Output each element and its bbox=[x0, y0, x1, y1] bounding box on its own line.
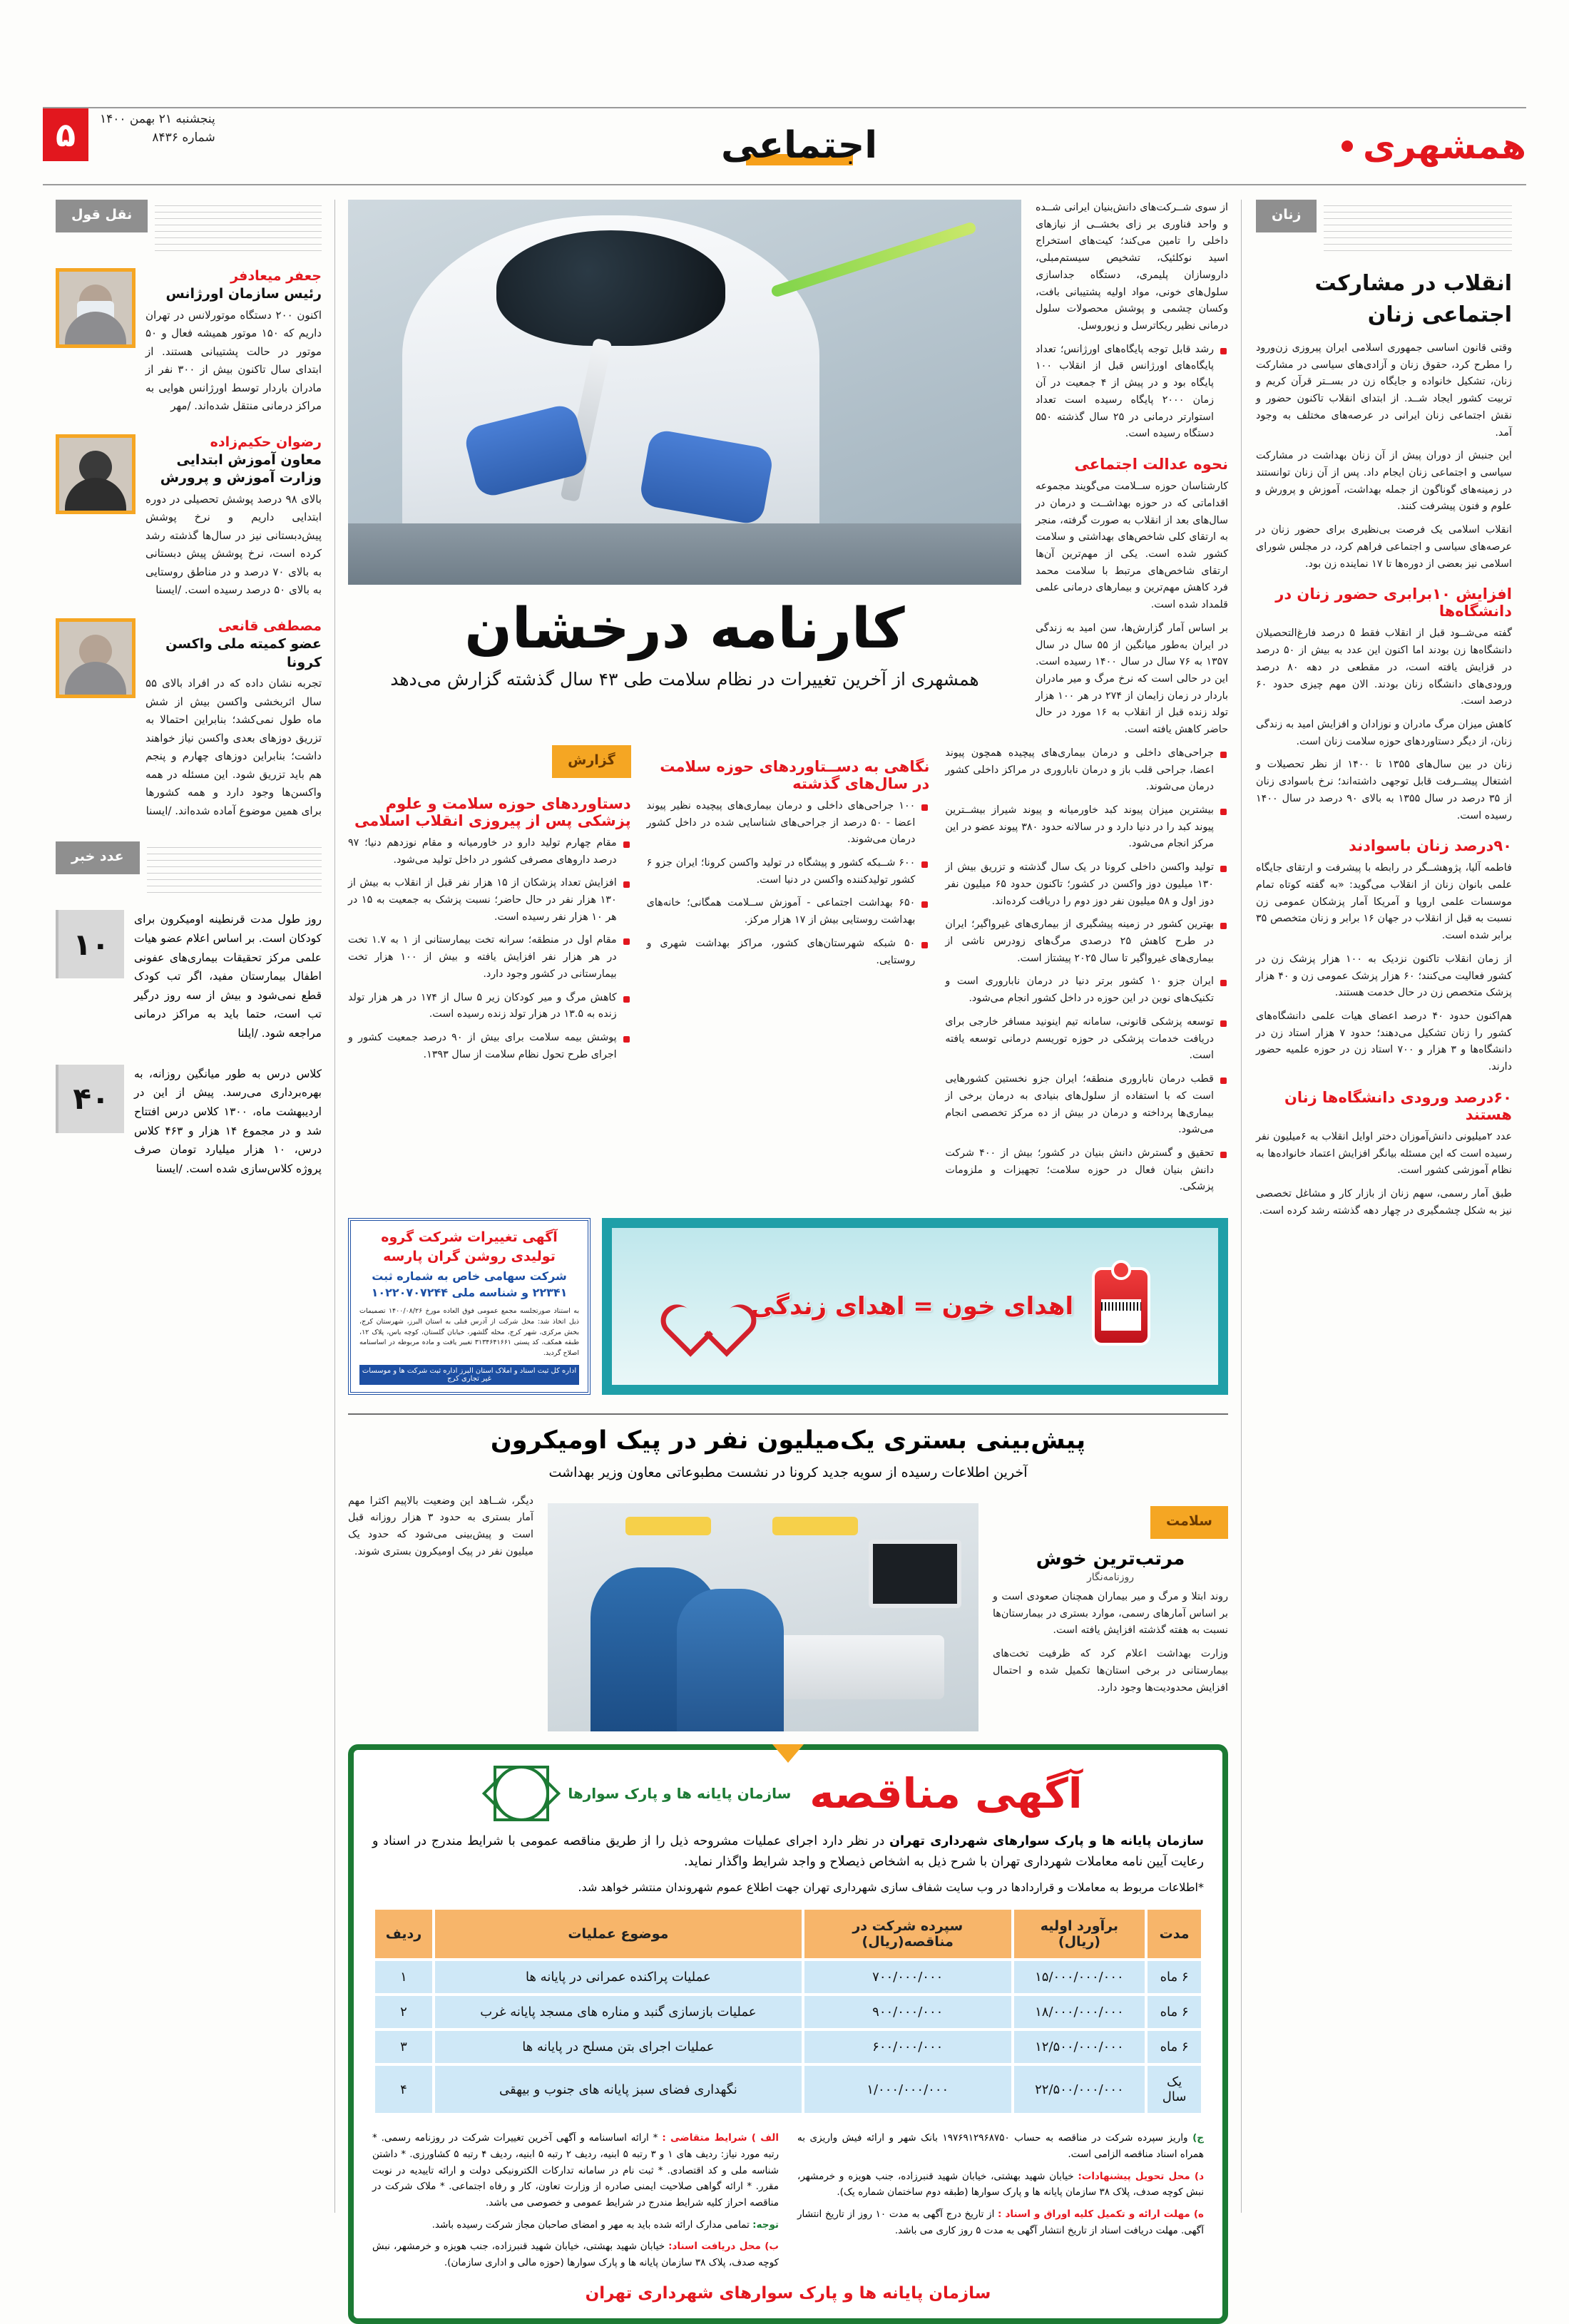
quote-body: تجربه نشان داده که در افراد بالای ۵۵ سال اثربخشی واکسن بیش از شش ماه طول نمی‌کشد؛ بنابراین احتمالا به تزریق دوزهای بعدی واکسن نیاز خواهند داشت؛ بنابراین دوزهای چهارم و پنجم هم باید تزریق شود. این مسئله در همه واکسن‌ها وجود دارد و همه کشورها برای همین موضوع آماده شده‌اند. /ایسنا bbox=[145, 677, 322, 817]
number-text: کلاس درس به طور میانگین روزانه، به بهره‌برداری می‌رسد. پیش از این در اردیبهشت ماه، ۱۳۰۰ کلاس درس افتتاح شد و در مجموع ۱۴ هزار و ۴۶۳ کلاس درس، ۱۰ هزار میلیارد تومان صرف پروژه کلاس‌سازی شده است. /ایسنا bbox=[134, 1067, 322, 1176]
main-note-0: ۱۰۰ جراحی‌های داخلی و درمان بیماری‌های پیچیده نظیر پیوند اعضا - ۵۰ درصد از جراحی‌های شناسایی شده در داخل کشور درمان می‌شوند. bbox=[647, 798, 930, 849]
ad-karaj-body: به استناد صورتجلسه مجمع عمومی فوق العاده مورخ ۱۴۰۰/۰۸/۲۶ تصمیمات ذیل اتخاذ شد: محل شرکت از آدرس قبلی به استان البرز، شهرستان کرج، بخش مرکزی، شهر کرج، محله گلشهر، خیابان گلستان، کوچه یاس، پلاک ۱۲، طبقه همکف، کد پستی ۳۱۳۴۶۴۱۶۶۱ تغییر یافت و ماده مربوطه در اساسنامه اصلاح گردید. bbox=[359, 1307, 579, 1357]
cell-sepordeh-3: ۶۰۰/۰۰۰/۰۰۰ bbox=[804, 2031, 1011, 2063]
main-body-7: توسعه پزشکی قانونی، سامانه تیم اینونید مسافر خارجی برای دریافت خدمات پزشکی در حوزه توریسم درمانی توسعه یافته است. bbox=[945, 1014, 1228, 1065]
cell-mozoo-3: عملیات اجرای بتن مسلح در پایانه ها bbox=[435, 2031, 802, 2063]
main-body-2: جراحی‌های داخلی و درمان بیماری‌های پیچیده همچون پیوند اعضا، جراحی قلب باز و درمان ناباروری در مراکز داخلی کشور درمان می‌شوند. bbox=[945, 745, 1228, 796]
number-text: روز طول مدت قرنطینه اومیکرون برای کودکان است. بر اساس اعلام عضو هیات علمی مرکز تحقیقات بیماری‌های عفونی اطفال بیمارستان مفید، اگر تب کودک قطع نمی‌شود و بیش از سه روز درگیر تب است، حتما باید به مراکز درمانی مراجعه شود. /ایلنا bbox=[134, 913, 322, 1040]
issue-number: شماره ۸۴۳۶ bbox=[152, 130, 215, 145]
ad-karaj-subtitle: شرکت سهامی خاص به شماره ثبت ۲۲۳۴۱ و شناسه ملی ۱۰۲۲۰۷۰۷۲۴۴ bbox=[371, 1269, 568, 1299]
cond-d-text: خیابان شهید بهشتی، خیابان شهید قنبرزاده، جنب هویزه و خرمشهر، نبش کوچه صدف، پلاک ۳۸ سازمان پایانه ها و پارک سوارها (طبقه دوم ساختمان شماره یک). bbox=[797, 2170, 1204, 2198]
ruled-filler bbox=[155, 200, 322, 251]
cell-mozoo-2: عملیات بازسازی گنبد و مناره های مسجد پایانه غرب bbox=[435, 1996, 802, 2028]
lead-photo bbox=[348, 200, 1021, 585]
main-stat-1: افزایش تعداد پزشکان از ۱۵ هزار نفر قبل از انقلاب به بیش از ۱۳۰ هزار نفر در حال حاضر؛ نسبت پزشک به جمعیت به ۱۵ در هر ۱۰ هزار نفر رسیده است. bbox=[348, 875, 631, 926]
number-item bbox=[56, 910, 322, 1043]
cell-sepordeh-1: ۷۰۰/۰۰۰/۰۰۰ bbox=[804, 1961, 1011, 1993]
quote-role: عضو کمیته ملی واکسن کرونا bbox=[165, 635, 322, 670]
main-body-8: قطب درمان ناباروری منطقه؛ ایران جزو نخستین کشورهایی است که با استفاده از سلول‌های بنیادی به درمان برخی از بیماری‌ها پرداخته و درمان در بیش از ده مرکز تخصصی انجام می‌شود. bbox=[945, 1071, 1228, 1139]
tag-number-news: عدد خبر bbox=[56, 841, 140, 874]
main-body-6: ایران جزو ۱۰ کشور برتر دنیا در درمان ناباروری است و تکنیک‌های نوین در این حوزه در داخل کشور انجام می‌شود. bbox=[945, 973, 1228, 1007]
women-subhead-0: افزایش ۱۰برابری حضور زنان در دانشگاه‌ها bbox=[1275, 585, 1512, 620]
women-tag-row bbox=[1256, 200, 1512, 251]
cond-d-label: د) محل تحویل پیشنهادات: bbox=[1078, 2170, 1205, 2182]
cond-col-left bbox=[797, 2130, 1204, 2271]
women-para-2: انقلاب اسلامی یک فرصت بی‌نظیری برای حضور زنان در عرصه‌های سیاسی و اجتماعی فراهم کرد، در مجلس شورای اسلامی نیز بعضی از دوره‌ها تا ۱۷ نماینده زن بود. bbox=[1256, 524, 1512, 570]
table-row bbox=[375, 2066, 1201, 2113]
cond-note-label: توجه: bbox=[752, 2218, 779, 2231]
section-title: اجتماعی bbox=[720, 124, 878, 167]
story2-para-2: وزارت بهداشت اعلام کرد که ظرفیت تخت‌های بیمارستانی در برخی استان‌ها تکمیل شده و احتمال افزایش محدودیت‌ها وجود دارد. bbox=[993, 1648, 1228, 1694]
cell-radif-1: ۱ bbox=[375, 1961, 432, 1993]
avatar bbox=[56, 618, 136, 698]
cell-baravord-4: ۲۲/۵۰۰/۰۰۰/۰۰۰ bbox=[1014, 2066, 1145, 2113]
women-para-3: گفته می‌شــود قبل از انقلاب فقط ۵ درصد فارغ‌التحصیلان دانشگاه‌ها زن بودند اما اکنون این عدد به بیش از ۵۰ درصد در قزایش یافته است، در مقطعی در دهه ۸۰ درصد ورودی‌های دانشگاه زنان بودند. الان مهم چیزی حدود ۶۰ درصد است. bbox=[1256, 628, 1512, 707]
cond-col-right bbox=[372, 2130, 779, 2271]
tag-women: زنان bbox=[1256, 200, 1317, 232]
story2-para-0: دیگر، شــاهد این وضعیت بالاپیم اکثرا مهم آمار بستری به حدود ۳ هزار روزانه قبل است و پیش‌بینی می‌شود که حدود یک میلیون نفر در پیک اومیکرون بستری شوند. bbox=[348, 1495, 533, 1557]
report-tag-row bbox=[348, 745, 631, 778]
cond-b-text: خیابان شهید بهشتی، خیابان شهید قنبرزاده، جنب هویزه و خرمشهر، نبش کوچه صدف، پلاک ۳۸ سازمان پایانه ها و پارک سوارها (حوزه مالی و اداری سازمان). bbox=[372, 2241, 779, 2269]
cond-b-label: ب) محل دریافت اسناد: bbox=[668, 2241, 779, 2253]
main-intro-1: رشد قابل توجه پایگاه‌های اورژانس؛ تعداد پایگاه‌های اورژانس قبل از انقلاب ۱۰۰ پایگاه بود و در پیش از ۴ جمعیت در آن زمان ۲۰۰۰ پایگاه رسیده است تعداد استوارتر درمانی در ۲۵ سال گذشته ۵۵۰ دستگاه رسیده است. bbox=[1036, 342, 1228, 443]
story2-subhead: آخرین اطلاعات رسیده از سویه جدید کرونا در نشست مطبوعاتی معاون وزیر بهداشت bbox=[548, 1465, 1028, 1481]
ad-karaj-footer: اداره کل ثبت اسناد و املاک استان البرز اداره ثبت شرکت ها و موسسات غیر تجاری کرج bbox=[359, 1365, 579, 1385]
brand-name: همشهری bbox=[1362, 126, 1526, 167]
tender-intro bbox=[372, 1831, 1204, 1874]
lab-bench bbox=[348, 523, 1021, 585]
story2-headline: پیش‌بینی بستری یک‌میلیون نفر در پیک اومیکرون bbox=[490, 1425, 1086, 1455]
main-col-1 bbox=[945, 745, 1228, 1202]
issue-date: پنجشنبه ۲۱ بهمن ۱۴۰۰ bbox=[100, 112, 215, 126]
quote-text-wrap bbox=[145, 618, 322, 820]
th-sepordeh: سپرده شرکت در مناقصه(ریال) bbox=[804, 1910, 1011, 1958]
quote-item bbox=[56, 268, 322, 416]
tender-title: آگهی مناقصه bbox=[809, 1768, 1083, 1818]
second-story bbox=[348, 1413, 1228, 1731]
women-headline: انقلاب در مشارکت اجتماعی زنان bbox=[1314, 271, 1512, 327]
cond-e-text: از تاریخ درج آگهی به مدت ۱۰ روز از تاریخ انتشار آگهی. مهلت دریافت اسناد از تاریخ انتشار آگهی به مدت ۵ روز کاری می باشد. bbox=[797, 2208, 1204, 2236]
women-subhead-2: ۶۰درصد ورودی دانشگاه‌ها زنان هستند bbox=[1284, 1088, 1512, 1123]
women-para-4: کاهش میزان مرگ مادران و نوزادان و افزایش امید به زندگی زنان، از دیگر دستاوردهای حوزه سلامت زنان است. bbox=[1256, 718, 1512, 747]
health-tag-row bbox=[993, 1506, 1228, 1539]
main-body-3: بیشترین میزان پیوند کبد خاورمیانه و پیوند شیراز بیشــترین پیوند کبد را در دنیا دارد و در سالانه حدود ۳۸۰ پیوند عضو در این مرکز انجام می‌شود. bbox=[945, 802, 1228, 853]
tehran-municipality-logo-icon bbox=[494, 1766, 549, 1821]
cell-baravord-2: ۱۸/۰۰۰/۰۰۰/۰۰۰ bbox=[1014, 1996, 1145, 2028]
health-column-title: مرتب‌ترین خوش bbox=[1036, 1547, 1185, 1570]
cell-radif-3: ۳ bbox=[375, 2031, 432, 2063]
column-quotes bbox=[43, 200, 335, 2213]
cell-modat-4: یک سال bbox=[1148, 2066, 1201, 2113]
cell-mozoo-4: نگهداری فضای سبز پایانه های جنوب و بیهقی bbox=[435, 2066, 802, 2113]
quote-text-wrap bbox=[145, 268, 322, 416]
cond-c-text: واریز سپرده شرکت در مناقصه به حساب ۱۹۷۶۹۱۲۹۶۸۷۵۰ بانک شهر و ارائه فیش واریزی به همراه اسناد مناقصه الزامی است. bbox=[797, 2132, 1204, 2161]
cell-radif-2: ۲ bbox=[375, 1996, 432, 2028]
main-col-2 bbox=[647, 745, 930, 1202]
th-mozoo: موضوع عملیات bbox=[435, 1910, 802, 1958]
cond-a-text: * ارائه اساسنامه و آگهی آخرین تغییرات شرکت در روزنامه رسمی. * رتبه مورد نیاز: ردیف های ۱ و ۳ رتبه ۵ ابنیه، ردیف ۲ رتبه ۵ ابنیه، ردیف ۴ رتبه ۵ کشاورزی. * داشتن شناسه ملی و کد اقتصادی. * ثبت نام در سامانه تدارکات الکترونیکی دولت و ارائه تاییدیه در نوبت مقرر. * ارائه گواهی صلاحیت ایمنی صادره از وزارت تعاون، کار و رفاه اجتماعی. * ملاک شرکت در مناقصه احراز کلیه شرایط مندرج در شرایط عمومی و خصوصی می باشد. bbox=[372, 2132, 779, 2209]
ads-row bbox=[348, 1218, 1228, 1395]
cell-sepordeh-2: ۹۰۰/۰۰۰/۰۰۰ bbox=[804, 1996, 1011, 2028]
masthead-bar bbox=[43, 107, 1526, 185]
quote-item bbox=[56, 434, 322, 600]
th-modat: مدت bbox=[1148, 1910, 1201, 1958]
blood-ad-slogan: اهدای خون = اهدای زندگی bbox=[750, 1291, 1074, 1321]
main-subhead-advisors: دستاوردهای حوزه سلامت و علوم پزشکی پس از پیروزی انقلاب اسلامی bbox=[354, 794, 631, 829]
main-stat-2: مقام اول در منطقه؛ سرانه تخت بیمارستانی از ۱ به ۱.۷ تخت در هر هزار نفر افزایش یافته و بیش از ۱۰۰ هزار تخت بیمارستانی در کشور وجود دارد. bbox=[348, 932, 631, 983]
tender-intro-bold: سازمان پایانه ها و پارک سوارهای شهرداری تهران bbox=[889, 1833, 1204, 1848]
ad-company-change[interactable] bbox=[348, 1218, 591, 1395]
lead-subhead: همشهری از آخرین تغییرات در نظام سلامت طی ۴۳ سال گذشته گزارش می‌دهد bbox=[390, 668, 979, 690]
quote-text-wrap bbox=[145, 434, 322, 600]
section-title-wrap bbox=[720, 124, 878, 167]
quote-name: مصطفی قانعی bbox=[218, 618, 322, 634]
women-para-7: از زمان انقلاب تاکنون نزدیک به ۱۰۰ هزار پزشک زن در کشور فعالیت می‌کنند؛ ۶۰ هزار پزشک عمومی زن و ۴۰ هزار پزشک متخصص زن در حال خدمت هستند. bbox=[1256, 953, 1512, 999]
women-para-5: زنان در بین سال‌های ۱۳۵۵ تا ۱۴۰۰ از نظر تحصیلات و اشتغال پیشــرفت قابل توجهی داشته‌اند؛ نرخ باسوادی زنان از ۳۵ درصد در سال ۱۳۵۵ به بالای ۹۰ درصد در سال ۱۴۰۰ رسیده است. bbox=[1256, 759, 1512, 821]
page-number: ۵ bbox=[55, 116, 76, 154]
cell-modat-2: ۶ ماه bbox=[1148, 1996, 1201, 2028]
barcode-label-icon bbox=[1101, 1299, 1141, 1331]
main-note-2: ۶۵۰ بهداشت اجتماعی - آموزش ســلامت همگانی؛ خانه‌های بهداشت روستایی بیش از ۱۷ هزار مرکز. bbox=[647, 895, 930, 928]
quote-body: اکنون ۲۰۰ دستگاه موتورلانس در تهران داریم که ۱۵۰ موتور همیشه فعال و ۵۰ موتور در حالت پشتیبانی هستند. از ابتدای سال تاکنون بیش از ۳۰۰ نفر از مادران باردار توسط اورژانس هوایی به مراکز درمانی منتقل شده‌اند. /مهر bbox=[145, 308, 322, 413]
tender-org-name: سازمان پایانه ها و پارک سوارها bbox=[568, 1784, 792, 1802]
main-col-3 bbox=[348, 745, 631, 1202]
main-body-1: بر اساس آمار گزارش‌ها، سن امید به زندگی در ایران به‌طور میانگین از ۵۵ سال در سال ۱۳۵۷ به ۷۶ سال در سال ۱۴۰۰ رسیده است. این در حالی است که نرخ مرگ و میر مادران باردار در زمان زایمان از ۲۷۴ در هر ۱۰۰ هزار تولد زنده قبل از انقلاب به ۱۶ مورد در حال حاضر کاهش یافته است. bbox=[1036, 622, 1228, 736]
main-body-4: تولید واکسن داخلی کرونا در یک سال گذشته و تزریق بیش از ۱۳۰ میلیون دوز واکسن در کشور؛ تاکنون حدود ۶۵ میلیون نفر دوز اول و ۵۸ میلیون نفر دوز دوم را دریافت کرده‌اند. bbox=[945, 859, 1228, 910]
number-item bbox=[56, 1065, 322, 1179]
ad-karaj-title: آگهی تغییرات شرکت گروه تولیدی روشن گران پارسه bbox=[381, 1229, 558, 1264]
tender-intro-rest: در نظر دارد اجرای عملیات مشروحه ذیل را از طریق مناقصه عمومی با شرایط مندرج در اسناد و رعایت آیین نامه معاملات شهرداری تهران با شرح ذیل به اشخاص ذیصلاح و واجد شرایط واگذار نماید. bbox=[372, 1833, 1204, 1870]
story2-para-1: روند ابتلا و مرگ و میر بیماران همچنان صعودی است و بر اساس آمارهای رسمی، موارد بستری در بیمارستان‌ها نسبت به هفته گذشته افزایش یافته است. bbox=[993, 1591, 1228, 1637]
cell-modat-3: ۶ ماه bbox=[1148, 2031, 1201, 2063]
quote-name: رضوان حکیم‌زاده bbox=[210, 434, 322, 450]
women-para-6: فاطمه آلیا، پژوهشــگر در رابطه با پیشرفت و ارتقای جایگاه علمی بانوان زنان از انقلاب می‌گوید: «به گفته کوتاه تمام موسسات علمی اروپا و آمریکا آمار پزشکان عمومی زن نسبت به قبل از انقلاب در جهان ۱۶ برابر و زنان متخصص ۳۵ برابر شده است. bbox=[1256, 862, 1513, 942]
women-para-10: طبق آمار رسمی، سهم زنان از بازار کار و مشاغل تخصصی نیز به شکل چشمگیری در چهار دهه گذشته رشد کرده است. bbox=[1256, 1188, 1512, 1217]
number-tag-row bbox=[56, 841, 322, 893]
tag-health: سلامت bbox=[1150, 1506, 1228, 1539]
women-para-1: این جنبش از دوران پیش از آن زنان بهداشت در مشارکت سیاسی و اجتماعی زنان ایجام داد. پس از آن زنان توانستند در زمینه‌های گوناگون از جمله بهداشت، آموزش و پرورش و علوم و فنون پیشرفت کنند. bbox=[1256, 450, 1512, 513]
main-body-5: بهترین کشور در زمینه پیشگیری از بیماری‌های غیرواگیر؛ ایران در طرح کاهش ۲۵ درصدی مرگ‌های زودرس ناشی از بیماری‌های غیرواگیر تا سال ۲۰۲۵ پیشتاز است. bbox=[945, 916, 1228, 967]
main-body-0: کارشناسان حوزه ســلامت می‌گویند مجموعه اقداماتی که در حوزه بهداشــت و درمان در سال‌های بعد از انقلاب به صورت گرفته، منجر به ارتقای کلی شاخص‌های بهداشتی و سلامت کشور شده است. یکی از مهم‌ترین آن‌ها ارتقای شاخص‌های مرتبط با سلامت محمد فرد کاهش مهم‌ترین و بیمار‌های درمانی علمی قلمداد شده است. bbox=[1036, 481, 1228, 611]
number-value: ۱۰ bbox=[56, 910, 124, 978]
page-columns bbox=[43, 200, 1526, 2303]
table-row bbox=[375, 2031, 1201, 2063]
main-stat-0: مقام چهارم تولید دارو در خاورمیانه و مقام نوزدهم دنیا؛ ۹۷ درصد داروهای مصرفی کشور در داخل تولید می‌شود. bbox=[348, 835, 631, 869]
tender-conditions bbox=[372, 2130, 1204, 2271]
main-body-9: تحقیق و گسترش دانش بنیان در کشور؛ بیش از ۴۰۰ شرکت دانش بنیان فعال در حوزه سلامت؛ تجهیزات و ملزومات پزشکی. bbox=[945, 1145, 1228, 1196]
ruled-filler bbox=[1324, 200, 1512, 251]
tender-note: *اطلاعات مربوط به معاملات و قراردادها در وب سایت شفاف سازی شهرداری تهران جهت اطلاع عموم شهروندان منتشر خواهد شد. bbox=[578, 1880, 1204, 1895]
tag-quote: نقل قول bbox=[56, 200, 148, 232]
vital-signs-monitor bbox=[869, 1540, 961, 1608]
quote-role: معاون آموزش ابتدایی وزارت آموزش و پرورش bbox=[160, 451, 322, 486]
column-main bbox=[335, 200, 1241, 2303]
lead-headline: کارنامه درخشان bbox=[464, 597, 905, 661]
heart-icon bbox=[680, 1283, 732, 1330]
th-radif: ردیف bbox=[375, 1910, 432, 1958]
brand-logo bbox=[1341, 126, 1526, 167]
protective-hood bbox=[496, 230, 725, 346]
column-women bbox=[1241, 200, 1526, 2213]
table-row bbox=[375, 1961, 1201, 1993]
brand-dot-icon bbox=[1341, 140, 1353, 152]
quote-role: رئیس سازمان اورژانس bbox=[165, 286, 322, 302]
ad-blood-donation[interactable] bbox=[602, 1218, 1228, 1395]
table-header-row bbox=[375, 1910, 1201, 1958]
quote-name: جعفر میعادفر bbox=[230, 268, 322, 284]
number-value: ۴۰ bbox=[56, 1065, 124, 1133]
quote-item bbox=[56, 618, 322, 820]
blood-bag-icon bbox=[1092, 1267, 1150, 1346]
cell-radif-4: ۴ bbox=[375, 2066, 432, 2113]
health-column-byline: روزنامه‌نگار bbox=[1086, 1572, 1135, 1584]
nurse-figure-b bbox=[677, 1589, 784, 1731]
tag-report: گزارش bbox=[552, 745, 631, 778]
th-baravord: برآورد اولیه (ریال) bbox=[1014, 1910, 1145, 1958]
cell-modat-1: ۶ ماه bbox=[1148, 1961, 1201, 1993]
tender-advertisement[interactable] bbox=[348, 1744, 1228, 2324]
main-text-columns bbox=[348, 745, 1228, 1202]
icu-photo bbox=[548, 1503, 978, 1731]
ceiling-lamp-right-icon bbox=[772, 1517, 858, 1535]
ceiling-lamp-left-icon bbox=[625, 1517, 711, 1535]
cell-sepordeh-4: ۱/۰۰۰/۰۰۰/۰۰۰ bbox=[804, 2066, 1011, 2113]
tender-footer: سازمان پایانه ها و پارک سوارهای شهرداری تهران bbox=[585, 2283, 991, 2303]
cond-a-label: الف ) شرایط متقاضی : bbox=[662, 2132, 779, 2144]
women-para-8: هم‌اکنون حدود ۴۰ درصد اعضای هیات علمی دانشگاه‌های کشور را زنان تشکیل می‌دهند؛ حدود ۷ هزار استاد زن در دانشگاه‌ها و ۳ هزار و ۷۰۰ استاد زن در حوزه علمیه حضور دارند. bbox=[1256, 1010, 1512, 1073]
main-stat-4: پوشش بیمه سلامت برای بیش از ۹۰ درصد جمعیت کشور و اجرای طرح تحول نظام سلامت از سال ۱۳۹۳. bbox=[348, 1030, 631, 1063]
women-para-0: وقتی قانون اساسی جمهوری اسلامی ایران پیروزی زن‌ورود را مطرح کرد، حقوق زنان و آزادی‌های سیاسی در مشارکت زنان، تشکیل خانواده و جایگاه زن در بســتر قرآن کریم و تربیت کشور ایجاد شــد. از ابتدای انقلاب تاکنون حضور و نقش اجتماعی زنان ایرانی در عرصه‌های مختلف به وجود آمد. bbox=[1256, 342, 1512, 439]
avatar bbox=[56, 268, 136, 348]
cell-mozoo-1: عملیات پراکنده عمرانی در پایانه ها bbox=[435, 1961, 802, 1993]
main-intro-0: از سوی شــرکت‌های دانش‌بنیان ایرانی شــده و واحد فناوری بر زای بخشــی از نیازهای داخلی را تامین می‌کند؛ کیت‌های استخراج اسید نوکلئیک، تشخیص سیستم‌مبلی، داروسازان پلیمری، دستگاه جداسازی سلول‌های خونی، مواد اولیه پشتیبانی بافت، وکسان چشمی و پوشش محصولات سلول درمانی نظیر ریکاترسل و زیوروسل. bbox=[1036, 202, 1228, 332]
quote-body: بالای ۹۸ درصد پوشش تحصیلی در دوره ابتدایی داریم و نرخ پوشش پیش‌دبستانی نیز در سال‌ها گذشته رشد کرده است، نرخ پوشش پیش دبستانی به بالای ۷۰ درصد و در مناطق روستایی به بالای ۵۰ درصد رسیده است. /ایسنا bbox=[145, 492, 322, 597]
main-subhead-social: نحوه عدالت اجتماعی bbox=[1074, 456, 1228, 473]
cond-e-label: ه) مهلت ارائه و تکمیل کلیه اوراق و اسناد : bbox=[998, 2208, 1204, 2221]
table-row bbox=[375, 1996, 1201, 2028]
main-note-3: ۵۰ شبکه شهرستان‌های کشور، مراکز بهداشت شهری و روستایی. bbox=[647, 936, 930, 969]
main-subhead-areas: نگاهی به دســتاوردهای حوزه سلامت در سال‌های گذشته bbox=[660, 757, 930, 792]
cond-c-label: ج) bbox=[1192, 2132, 1204, 2144]
cell-baravord-3: ۱۲/۵۰۰/۰۰۰/۰۰۰ bbox=[1014, 2031, 1145, 2063]
main-stat-3: کاهش مرگ و میر کودکان زیر ۵ سال از ۱۷۴ در هر هزار تولد زنده به ۱۳.۵ در هزار تولد زنده رسیده است. bbox=[348, 990, 631, 1023]
tender-table bbox=[372, 1907, 1204, 2116]
tender-head bbox=[372, 1766, 1204, 1821]
ruled-filler bbox=[147, 841, 322, 893]
green-swab bbox=[770, 221, 977, 298]
women-subhead-1: ۹۰درصد زنان باسوادند bbox=[1349, 837, 1512, 855]
cell-baravord-1: ۱۵/۰۰۰/۰۰۰/۰۰۰ bbox=[1014, 1961, 1145, 1993]
women-para-9: عدد ۲میلیونی دانش‌آموزان دختر اوایل انقلاب به ۶میلیون نفر رسیده است که این مسئله بیانگر افزایش اعتماد خانواده‌ها به نظام آموزشی کشور است. bbox=[1256, 1130, 1512, 1177]
quote-tag-row bbox=[56, 200, 322, 251]
main-note-1: ۶۰۰ شــبکه کشور و پیشگاه در تولید واکسن کرونا؛ ایران جزو ۶ کشور تولیدکننده واکسن در دنیا است. bbox=[647, 855, 930, 889]
cond-note-text: تمامی مدارک ارائه شده باید به مهر و امضای صاحبان مجاز شرکت رسیده باشد. bbox=[431, 2218, 750, 2231]
avatar bbox=[56, 434, 136, 514]
